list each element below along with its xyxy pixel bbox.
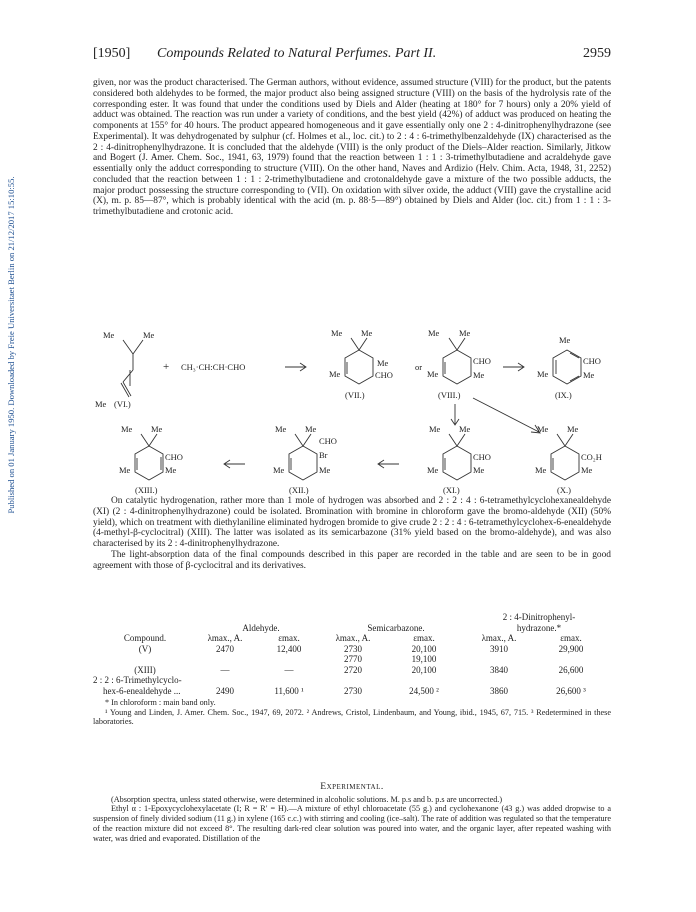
X-me-2: Me xyxy=(567,424,579,434)
VIII-cho: CHO xyxy=(473,356,491,366)
table-references: ¹ Young and Linden, J. Amer. Chem. Soc., 1947, 69, 2072. ² Andrews, Cristol, Lindenbaum, and Young, ibid., 1945, 67, 715. ³ Redetermined in these laboratories. xyxy=(93,707,611,727)
label-VI: (VI.) xyxy=(114,399,131,409)
XII-me-2: Me xyxy=(305,424,317,434)
X-me-1: Me xyxy=(537,424,549,434)
table-cell: 3860 xyxy=(490,685,508,696)
table-cell: 26,600 ³ xyxy=(556,685,586,696)
label-VII: (VII.) xyxy=(345,390,365,400)
table-cell: — xyxy=(220,664,230,675)
XII-me-3: Me xyxy=(273,465,285,475)
XII-br: Br xyxy=(319,450,328,460)
table-cell: (V) xyxy=(138,643,152,654)
XIII-me-2: Me xyxy=(151,424,163,434)
VII-me-1: Me xyxy=(331,328,343,338)
table-cell: 12,400 xyxy=(276,643,302,654)
table-col-head: λmax., A. xyxy=(335,633,371,643)
table-cell xyxy=(381,675,467,686)
table-cell: 2490 xyxy=(216,685,234,696)
table-cell xyxy=(467,675,531,686)
XIII-me-3: Me xyxy=(119,465,131,475)
structure-XII xyxy=(289,434,317,480)
table-col-compound: Compound. xyxy=(123,633,167,643)
table-row xyxy=(93,675,611,686)
XI-me-3: Me xyxy=(427,465,439,475)
table-row xyxy=(93,686,611,697)
table-cell xyxy=(197,675,253,686)
arrow-3 xyxy=(224,460,245,468)
structure-VIII xyxy=(443,338,471,384)
arrow-4 xyxy=(378,460,399,468)
table-cell: 2770 xyxy=(344,654,362,664)
table-cell: 2730 xyxy=(344,643,362,654)
XII-me-4: Me xyxy=(319,465,331,475)
table-cell: 3910 xyxy=(490,643,508,654)
label-XI: (XI.) xyxy=(443,485,460,495)
experimental-intro: (Absorption spectra, unless stated otherwise, were determined in alcoholic solutions. M. p.s and b. p.s are uncorrected.) xyxy=(111,794,503,804)
VIII-me-2: Me xyxy=(459,328,471,338)
or-text: or xyxy=(415,362,423,372)
arrow-1 xyxy=(285,363,306,371)
structure-X xyxy=(551,434,579,480)
structure-VI xyxy=(121,340,143,397)
IX-cho: CHO xyxy=(583,356,601,366)
XII-me-1: Me xyxy=(275,424,287,434)
arrow-diagonal xyxy=(473,398,540,433)
table-note: * In chloroform : main band only. xyxy=(105,698,216,707)
reagent-crotonaldehyde: CH₃·CH:CH·CHO xyxy=(181,362,246,372)
table-cell: 24,500 ² xyxy=(409,685,439,696)
VI-me-left: Me xyxy=(103,330,115,340)
table-col-head: εmax. xyxy=(413,633,435,643)
structure-XI xyxy=(443,434,471,480)
label-IX: (IX.) xyxy=(555,390,572,400)
label-X: (X.) xyxy=(557,485,571,495)
structure-XIII xyxy=(135,434,163,480)
X-me-3: Me xyxy=(535,465,547,475)
table-cell: hex-6-enealdehyde ... xyxy=(103,685,181,696)
table-cell xyxy=(325,675,381,686)
table-col-head: λmax., A. xyxy=(481,633,517,643)
XIII-me-1: Me xyxy=(121,424,133,434)
arrow-down xyxy=(451,404,459,425)
VII-cho: CHO xyxy=(375,370,393,380)
table-cell xyxy=(467,654,531,665)
experimental-heading: Experimental. xyxy=(320,781,384,792)
table-row xyxy=(93,644,611,655)
X-co2h: CO₂H xyxy=(581,452,602,462)
experimental-section xyxy=(93,782,611,843)
label-VIII: (VIII.) xyxy=(438,390,461,400)
table-group-dnp-2: hydrazone.* xyxy=(516,622,562,633)
sidebar-publication-note xyxy=(4,110,18,580)
table-cell xyxy=(197,654,253,665)
table-cell xyxy=(531,654,611,665)
plus-sign: + xyxy=(163,361,170,373)
VII-me-4: Me xyxy=(329,369,341,379)
VI-me-bottom: Me xyxy=(95,399,107,409)
table-col-head: εmax. xyxy=(278,633,300,643)
XI-cho: CHO xyxy=(473,452,491,462)
paragraph-1-text: given, nor was the product characterised. The German authors, without evidence, assumed structure (VIII) for the product, but the patents considered both aldehydes to be formed, the major product also being assigned structure (VIII) on the basis of the hydrolysis rate of the corresponding ester. It was found that under the conditions used by Diels and Alder (heating at 180° for 7 hours) only a 20% yield of adduct was obtained. The reaction was run under a variety of conditions, and the best yield (42%) of adduct was produced on heating the components at 155° for 40 hours. The product appeared homogeneous and it gave essentially only one 2 : 4-dinitrophenylhydrazone (see Experimental). It was dehydrogenated by sulphur (cf. Holmes et al., loc. cit.) to 2 : 4 : 6-trimethylbenzaldehyde (IX) characterised as the 2 : 4-dinitrophenylhydrazone. It is concluded that the aldehyde (VIII) is the only product of the Diels–Alder reaction. Similarly, Jitkow and Bogert (J. Amer. Chem. Soc., 1941, 63, 1979) found that the reaction between 1 : 1 : 3-trimethylbutadiene and acraldehyde gave essentially only the adduct corresponding to structure (VIII). On the other hand, Naves and Ardizio (Helv. Chim. Acta, 1948, 31, 2252) concluded that the reaction between 1 : 1 : 2-trimethylbutadiene and crotonaldehyde gave a mixture of the two possible adducts, the major product possessing the structure corresponding to (VII). On oxidation with silver oxide, the adduct (VIII) gave the crystalline acid (X), m. p. 85—87°, which is probably identical with the acid (m. p. 88·5—89°) obtained by Diels and Alder (loc. cit.) from 1 : 1 : 3-trimethylbutadiene and crotonic acid. xyxy=(93,78,611,217)
paragraph-2-3 xyxy=(93,496,611,571)
XIII-cho: CHO xyxy=(165,452,183,462)
table-cell: 2730 xyxy=(344,685,362,696)
structure-VII xyxy=(345,338,373,384)
table-cell: — xyxy=(284,664,294,675)
VIII-me-3: Me xyxy=(427,369,439,379)
table-cell: 2 : 2 : 6-Trimethylcyclo- xyxy=(93,675,182,685)
experimental-paragraph: Ethyl α : 1-Epoxycyclohexylacetate (I; R = R′ = H).—A mixture of ethyl chloroacetate (55 g.) and cyclohexanone (43 g.) was added dropwise to a suspension of finely divided sodium (11 g.) in xylene (165 c.c.) with stirring and cooling (ice–salt). The rate of addition was regulated so that the temperature of the reaction mixture did not exceed 8°. The resulting dark-red clear solution was poured into water, and the organic layer, after repeated washing with water, was dried and evaporated. Distillation of the xyxy=(93,804,611,843)
VIII-me-1: Me xyxy=(428,328,440,338)
table-cell: 11,600 ¹ xyxy=(274,685,304,696)
sidebar-text: Published on 01 January 1950. Downloaded by Freie Universitaet Berlin on 21/12/2017 15:10:55. xyxy=(6,176,16,514)
table-group-aldehyde: Aldehyde. xyxy=(242,622,280,633)
table-col-head: εmax. xyxy=(560,633,582,643)
table-col-head: λmax., A. xyxy=(207,633,243,643)
VII-me-3: Me xyxy=(377,358,389,368)
table-cell: 29,900 xyxy=(558,643,584,654)
header-page-number: 2959 xyxy=(583,46,611,61)
table-cell xyxy=(93,654,197,665)
reaction-scheme xyxy=(93,326,611,501)
page-header xyxy=(93,46,611,64)
IX-me-1: Me xyxy=(559,335,571,345)
IX-me-2: Me xyxy=(537,369,549,379)
table-row xyxy=(93,665,611,676)
table-group-dnp-1: 2 : 4-Dinitrophenyl- xyxy=(502,612,576,622)
VIII-me-4: Me xyxy=(473,370,485,380)
paragraph-3-text: The light-absorption data of the final compounds described in this paper are recorded in the table and are seen to be in good agreement with those of β-cyclocitral and its derivatives. xyxy=(93,549,611,571)
arrow-2 xyxy=(503,363,524,371)
paragraph-1 xyxy=(93,78,611,218)
table-cell xyxy=(253,654,325,665)
X-me-4: Me xyxy=(581,465,593,475)
table-cell xyxy=(531,675,611,686)
table-cell: 19,100 xyxy=(411,654,437,664)
XI-me-2: Me xyxy=(459,424,471,434)
table-cell: 2470 xyxy=(216,643,234,654)
XIII-me-4: Me xyxy=(165,465,177,475)
table-cell: (XIII) xyxy=(134,664,156,675)
table-group-semicarbazone: Semicarbazone. xyxy=(367,622,425,633)
header-title: Compounds Related to Natural Perfumes. Part II. xyxy=(157,46,437,61)
VI-me-right: Me xyxy=(143,330,155,340)
table-cell: 2720 xyxy=(344,664,362,675)
table-cell: 26,600 xyxy=(558,664,584,675)
label-XIII: (XIII.) xyxy=(135,485,158,495)
structure-IX xyxy=(553,350,581,384)
table-cell xyxy=(253,675,325,686)
IX-me-3: Me xyxy=(583,370,595,380)
XI-me-1: Me xyxy=(429,424,441,434)
VII-me-2: Me xyxy=(361,328,373,338)
absorption-table xyxy=(93,612,611,727)
label-XII: (XII.) xyxy=(289,485,309,495)
table-cell: 3840 xyxy=(490,664,508,675)
XI-me-4: Me xyxy=(473,465,485,475)
paragraph-2-text: On catalytic hydrogenation, rather more than 1 mole of hydrogen was absorbed and 2 : 2 : 4 : 6-tetramethylcyclohexanealdehyde (XI) (2 : 4-dinitrophenylhydrazone) could be isolated. Bromination with bromine in chloroform gave the bromo-aldehyde (XII) (50% yield), which on treatment with diethylaniline eliminated hydrogen bromide to give crude 2 : 2 : 4 : 6-tetramethylcyclohex-6-enealdehyde (4-methyl-β-cyclocitral) (XIII). The latter was isolated as its semicarbazone (31% yield based on the bromo-aldehyde), and was also characterised by its 2 : 4-dinitrophenylhydrazone. xyxy=(93,496,611,549)
XII-cho: CHO xyxy=(319,436,337,446)
table-cell: 20,100 xyxy=(411,643,437,654)
table-row xyxy=(93,654,611,665)
table-cell: 20,100 xyxy=(411,664,437,675)
header-year: [1950] xyxy=(93,46,131,61)
